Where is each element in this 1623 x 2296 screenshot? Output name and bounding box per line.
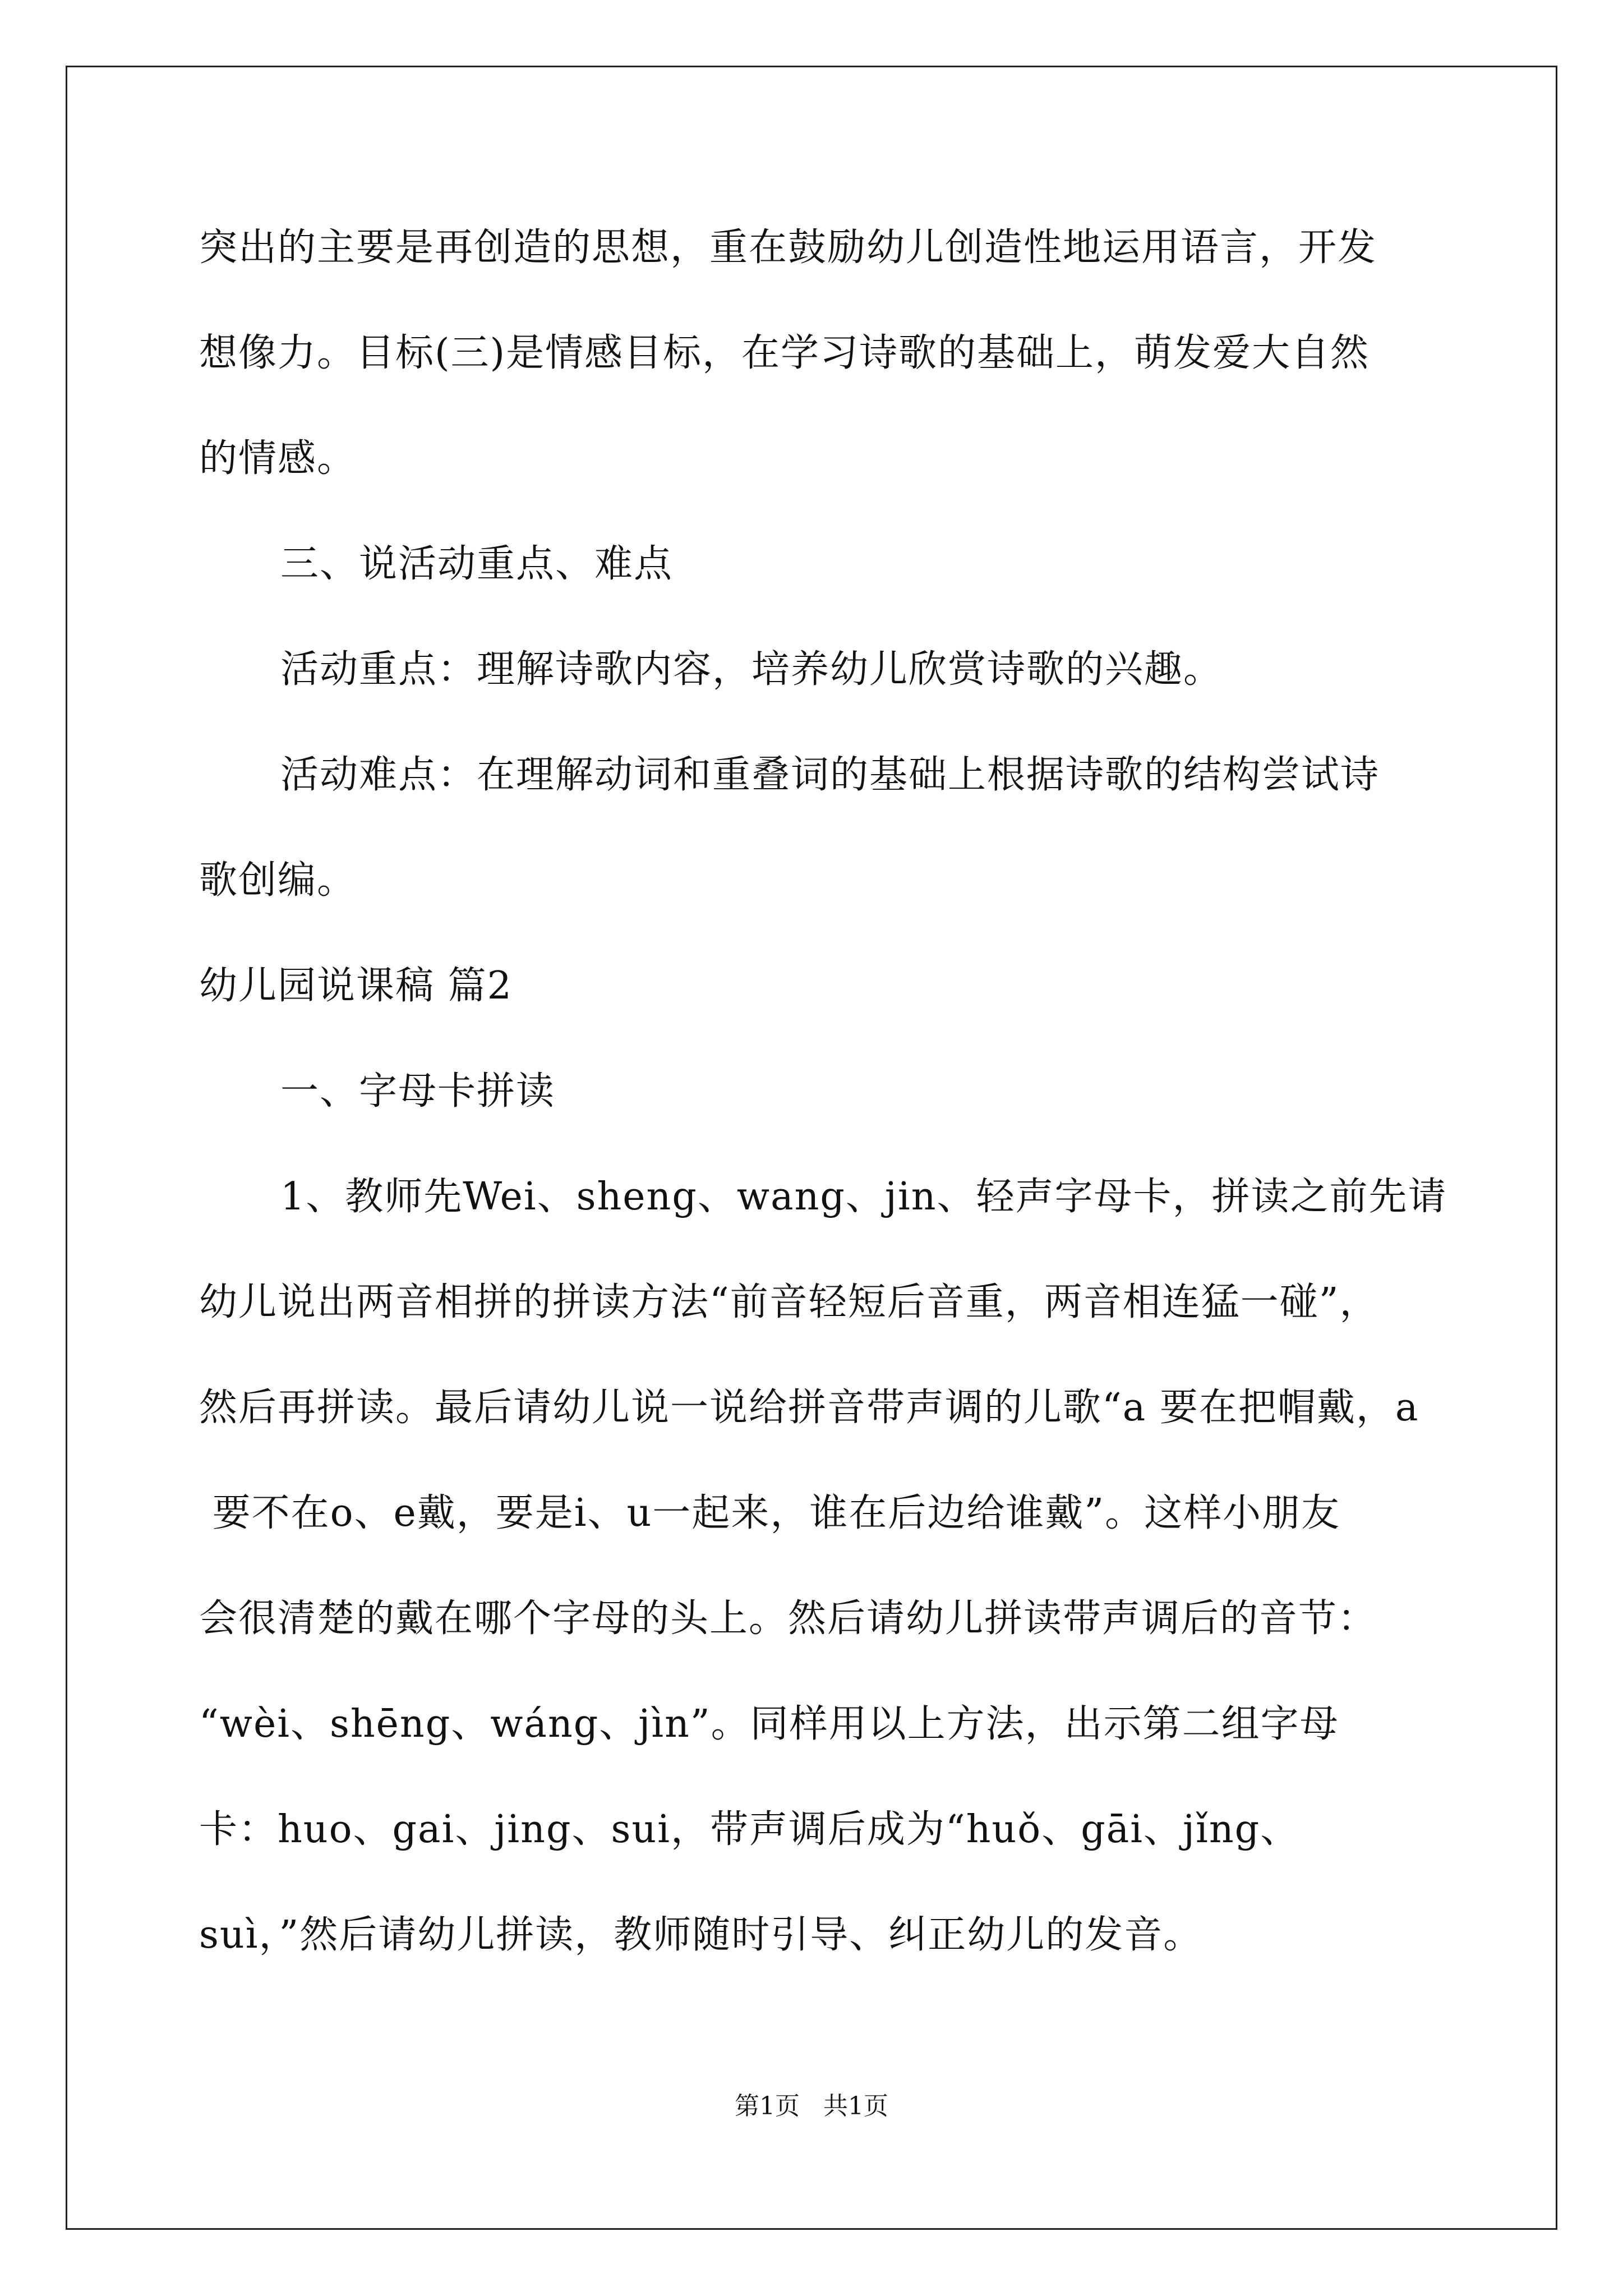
paragraph-line: 幼儿说出两音相拼的拼读方法“前音轻短后音重，两音相连猛一碰”， — [199, 1280, 1379, 1324]
paragraph-line: 要不在o、e戴，要是i、u一起来，谁在后边给谁戴”。这样小朋友 — [199, 1491, 1341, 1535]
paragraph-line: 突出的主要是再创造的思想，重在鼓励幼儿创造性地运用语言，开发 — [199, 226, 1377, 270]
paragraph-line: 歌创编。 — [199, 858, 357, 903]
paragraph-line: 活动难点：在理解动词和重叠词的基础上根据诗歌的结构尝试诗 — [280, 753, 1380, 797]
paragraph-line: 活动重点：理解诗歌内容，培养幼儿欣赏诗歌的兴趣。 — [280, 647, 1223, 692]
paragraph-line: 1、教师先Wei、sheng、wang、jin、轻声字母卡，拼读之前先请 — [280, 1175, 1447, 1219]
paragraph-line: 会很清楚的戴在哪个字母的头上。然后请幼儿拼读带声调后的音节： — [199, 1596, 1377, 1641]
paragraph-line: 的情感。 — [199, 436, 357, 481]
article-title: 幼儿园说课稿 篇2 — [199, 964, 513, 1008]
paragraph-line: “wèi、shēng、wáng、jìn”。同样用以上方法，出示第二组字母 — [199, 1702, 1339, 1746]
page-border — [66, 66, 1557, 2230]
page-footer: 第1页 共1页 — [735, 2092, 888, 2120]
section-heading: 三、说活动重点、难点 — [280, 542, 674, 586]
paragraph-line: 卡：huo、gai、jing、sui，带声调后成为“huǒ、gāi、jǐng、 — [199, 1807, 1300, 1852]
paragraph-line: suì，”然后请幼儿拼读，教师随时引导、纠正幼儿的发音。 — [199, 1913, 1203, 1957]
section-heading: 一、字母卡拼读 — [280, 1069, 556, 1114]
paragraph-line: 想像力。目标(三)是情感目标，在学习诗歌的基础上，萌发爱大自然 — [199, 331, 1370, 375]
paragraph-line: 然后再拼读。最后请幼儿说一说给拼音带声调的儿歌“a 要在把帽戴，a — [199, 1386, 1419, 1430]
